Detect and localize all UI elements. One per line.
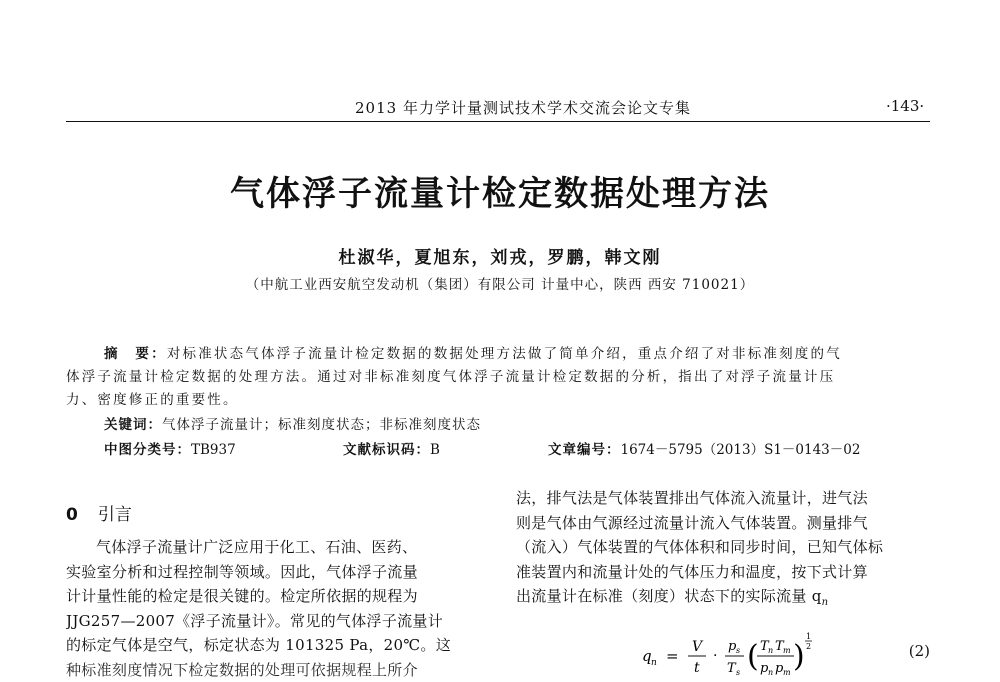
page-number: ·143·	[886, 97, 925, 115]
eq-Tm: T	[775, 639, 784, 654]
equation-2	[640, 630, 930, 682]
left-line-3: 计计量性能的检定是很关键的。检定所依据的规程为	[66, 587, 418, 605]
right-column	[516, 486, 930, 616]
right-line-5: 出流量计在标准（刻度）状态下的实际流量 $q_n$	[516, 587, 829, 608]
eq-lhs-sub: n	[651, 658, 657, 668]
eq-Tn-sub: n	[768, 646, 774, 655]
section-number: 0	[66, 505, 78, 525]
equation-formula	[640, 630, 890, 682]
eq-Tn: T	[760, 639, 769, 654]
clc-number: 中图分类号：TB937	[104, 442, 236, 458]
left-line-4: JJG257—2007《浮子流量计》。常见的气体浮子流量计	[66, 611, 444, 630]
right-line-2: 则是气体由气源经过流量计流入气体装置。测量排气	[516, 513, 868, 532]
eq-paren-left: (	[747, 639, 759, 674]
abstract-line-3: 力、密度修正的重要性。	[66, 392, 239, 408]
affiliation: （中航工业西安航空发动机（集团）有限公司 计量中心，陕西 西安 710021）	[245, 277, 755, 293]
header-rule	[66, 121, 930, 122]
keywords	[104, 413, 481, 433]
abstract-line-2: 体浮子流量计检定数据的处理方法。通过对非标准刻度气体浮子流量计检定数据的分析，指出了对浮子流量计压	[66, 369, 836, 385]
keywords-label: 关键词：	[104, 417, 162, 433]
document-code: 文献标识码：B	[343, 442, 440, 458]
article-number: 文章编号：1674－5795（2013）S1－0143－02	[548, 442, 861, 458]
eq-pn: p	[760, 661, 769, 676]
right-line-4: 准装置内和流量计处的气体压力和温度，按下式计算	[516, 562, 868, 581]
eq-lhs: q	[642, 647, 652, 665]
eq-p: p	[728, 639, 737, 654]
eq-Tm-sub: m	[783, 646, 791, 655]
eq-equals: =	[666, 647, 679, 665]
equation-number: (2)	[908, 642, 930, 660]
right-line-1: 法，排气法是气体装置排出气体流入流量计，进气法	[516, 489, 868, 507]
abstract-line-1: 摘 要：对标准状态气体浮子流量计检定数据的数据处理方法做了简单介绍，重点介绍了对非标准刻度的气	[104, 346, 842, 362]
eq-V: V	[692, 639, 703, 655]
eq-exp-den: 2	[806, 642, 812, 651]
left-line-2: 实验室分析和过程控制等领域。因此，气体浮子流量	[66, 562, 418, 581]
section-heading	[66, 500, 132, 525]
eq-pn-sub: n	[768, 668, 774, 677]
keywords-text: 气体浮子流量计；标准刻度状态；非标准刻度状态	[162, 417, 481, 433]
eq-paren-right: )	[793, 639, 805, 674]
eq-T-sub: s	[736, 668, 741, 677]
abstract-label: 摘 要：	[104, 346, 167, 362]
left-line-5: 的标定气体是空气，标定状态为 101325 Pa，20℃。这	[66, 636, 452, 654]
eq-pm: p	[775, 661, 784, 676]
section-title: 引言	[97, 505, 132, 525]
paper-title: 气体浮子流量计检定数据处理方法	[230, 174, 770, 214]
abstract	[66, 343, 930, 412]
left-line-6: 种标准刻度情况下检定数据的处理可依据规程上所介	[66, 660, 418, 679]
eq-T: T	[727, 661, 736, 676]
left-column	[66, 535, 496, 682]
eq-p-sub: s	[736, 646, 741, 655]
authors: 杜淑华，夏旭东，刘戎，罗鹏，韩文刚	[338, 248, 662, 268]
right-line-3: （流入）气体装置的气体体积和同步时间，已知气体标	[516, 538, 884, 556]
left-line-1: 气体浮子流量计广泛应用于化工、石油、医药、	[96, 538, 418, 556]
eq-t: t	[694, 660, 700, 676]
running-title: 2013 年力学计量测试技术学术交流会论文专集	[355, 99, 691, 117]
eq-pm-sub: m	[783, 668, 791, 677]
eq-dot: ·	[713, 648, 718, 664]
eq-exp-num: 1	[806, 632, 812, 641]
